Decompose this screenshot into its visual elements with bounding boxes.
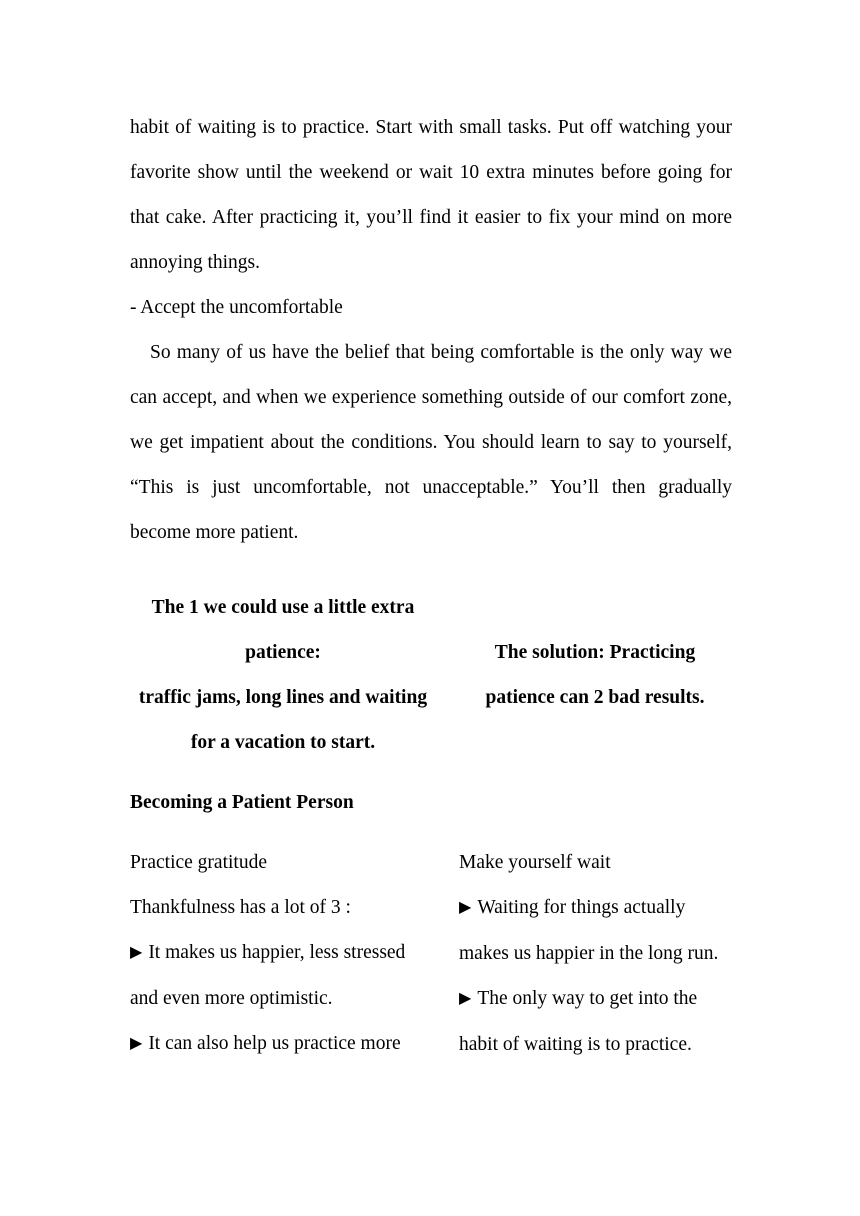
right-column-bullet-line <box>459 976 718 1022</box>
right-column-bullet-line <box>459 885 718 931</box>
bullet-text: Waiting for things actually <box>477 897 686 918</box>
summary-left-line-2: traffic jams, long lines and waiting for a vacation to start. <box>138 687 428 753</box>
left-column-title: Practice gratitude <box>130 852 267 873</box>
intro-paragraph: habit of waiting is to practice. Start with small tasks. Put off watching your favorite show until the weekend or wait 10 extra minutes before going for that cake. After practicing it, you’ll find it easier to fix your mind on more annoying things. <box>130 117 732 273</box>
section-heading: Becoming a Patient Person <box>130 792 354 813</box>
accept-subheading: - Accept the uncomfortable <box>130 297 343 318</box>
summary-right-box <box>470 630 720 720</box>
bullet-text: The only way to get into the <box>477 988 698 1009</box>
summary-right-text: The solution: Practicing patience can 2 bad results. <box>485 642 705 708</box>
right-column-title: Make yourself wait <box>459 852 611 873</box>
left-column-bullet-line <box>130 930 405 976</box>
bullet-triangle-icon: ▶ <box>130 944 143 961</box>
summary-left-line-1: The 1 we could use a little extra patience: <box>151 597 415 663</box>
right-column-line: habit of waiting is to practice. <box>459 1034 692 1055</box>
left-column-line: Thankfulness has a lot of 3 : <box>130 897 351 918</box>
bullet-text: It can also help us practice more <box>148 1033 401 1054</box>
bullet-text: It makes us happier, less stressed <box>148 942 406 963</box>
summary-left-box <box>130 585 436 765</box>
accept-paragraph: So many of us have the belief that being comfortable is the only way we can accept, and when we experience something outside of our comfort zone, we get impatient about the conditions. You should learn to say to yourself, “This is just uncomfortable, not unacceptable.” You’ll then gradually become more patient. <box>130 342 732 543</box>
right-column <box>459 840 718 1067</box>
bullet-triangle-icon: ▶ <box>459 990 472 1007</box>
bullet-triangle-icon: ▶ <box>130 1035 143 1052</box>
bullet-triangle-icon: ▶ <box>459 899 472 916</box>
left-column-bullet-line <box>130 1021 405 1067</box>
left-column-line: and even more optimistic. <box>130 988 333 1009</box>
right-column-line: makes us happier in the long run. <box>459 943 719 964</box>
left-column <box>130 840 405 1067</box>
